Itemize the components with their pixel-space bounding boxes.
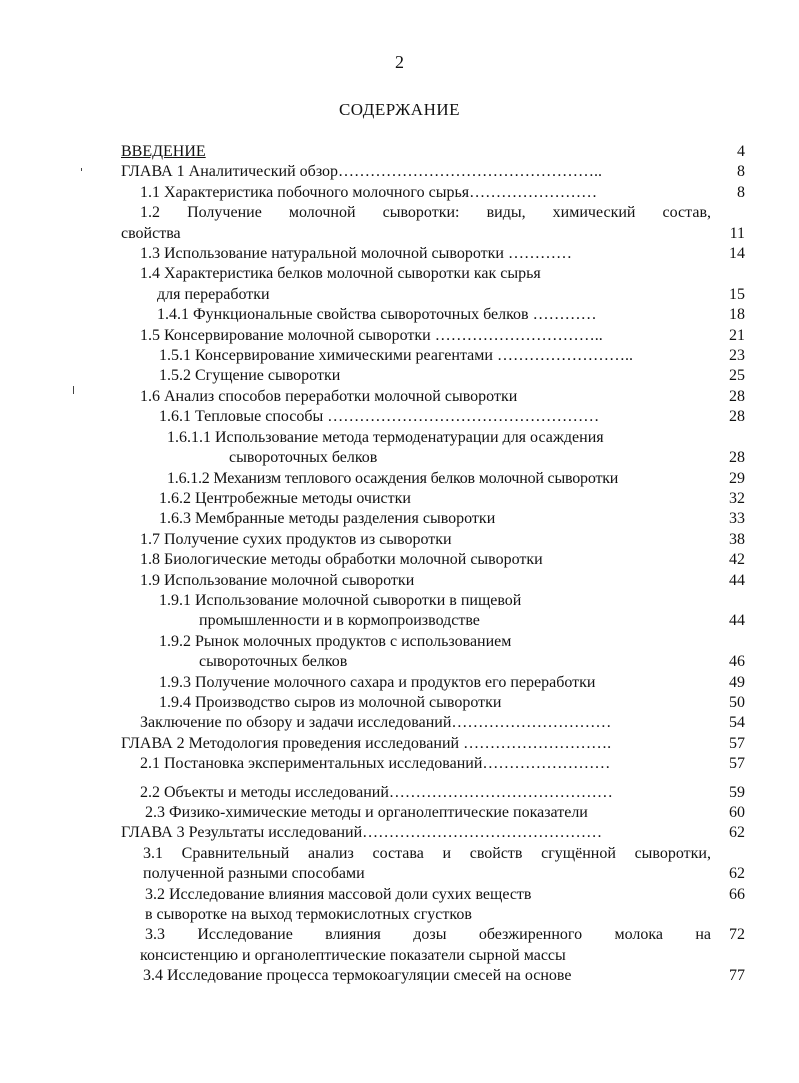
toc-entry-text: 1.6.1.2 Механизм теплового осаждения белков молочной сыворотки <box>167 469 619 487</box>
toc-entry-page: 25 <box>729 367 745 385</box>
toc-entry-page: 44 <box>729 571 745 589</box>
toc-entry-page: 32 <box>729 489 745 507</box>
toc-title: СОДЕРЖАНИЕ <box>338 100 461 119</box>
scan-mark <box>81 168 82 171</box>
toc-entry-text: 1.9 Использование молочной сыворотки <box>140 571 415 589</box>
toc-entry-text: 1.7 Получение сухих продуктов из сыворотки <box>140 530 452 548</box>
toc-entry-text: 2.1 Постановка экспериментальных исследований…………………… <box>140 755 611 773</box>
toc-entry-2-2[interactable] <box>121 783 745 803</box>
table-of-contents <box>121 142 745 987</box>
toc-entry-1-2[interactable] <box>121 203 745 244</box>
toc-entry-page: 23 <box>729 347 745 365</box>
toc-entry-page: 14 <box>729 245 745 263</box>
toc-entry-page: 60 <box>729 804 745 821</box>
toc-entry-text: 1.4 Характеристика белков молочной сыворотки как сырья <box>140 265 541 283</box>
toc-entry-text: 1.5 Консервирование молочной сыворотки ………………………….. <box>140 326 603 344</box>
toc-entry-text-continued: сывороточных белков <box>229 449 378 467</box>
toc-entry-review-conclusion[interactable] <box>121 713 745 733</box>
toc-entry-page: 28 <box>729 408 745 426</box>
toc-entry-text-continued: сывороточных белков <box>199 653 348 671</box>
toc-entry-1-3[interactable] <box>121 244 745 264</box>
toc-entry-chapter-2[interactable] <box>121 734 745 754</box>
toc-entry-text: 3.3 Исследование влияния дозы обезжиренного молока на <box>145 926 711 944</box>
toc-entry-text-continued: промышленности и в кормопроизводстве <box>199 612 480 630</box>
toc-entry-chapter-3[interactable] <box>121 823 745 843</box>
toc-entry-page: 42 <box>729 551 745 569</box>
toc-entry-1-9-2[interactable] <box>121 632 745 673</box>
toc-entry-page: 57 <box>729 734 745 752</box>
toc-entry-1-9[interactable] <box>121 571 745 591</box>
toc-entry-text: ГЛАВА 2 Методология проведения исследований ………………………. <box>121 734 612 752</box>
scan-mark <box>73 386 74 394</box>
toc-entry-1-4[interactable] <box>121 264 745 305</box>
toc-entry-1-6-1-1[interactable] <box>121 428 745 469</box>
toc-entry-text: 2.2 Объекты и методы исследований…………………………………… <box>140 783 613 801</box>
toc-entry-text: ГЛАВА 3 Результаты исследований……………………………………… <box>121 824 603 842</box>
toc-entry-page: 38 <box>729 530 745 548</box>
toc-entry-3-4[interactable] <box>121 966 745 986</box>
toc-entry-page: 44 <box>729 612 745 630</box>
toc-entry-page: 46 <box>729 653 745 671</box>
toc-entry-text: 1.9.3 Получение молочного сахара и продуктов его переработки <box>159 673 596 691</box>
toc-entry-text: ГЛАВА 1 Аналитический обзор………………………………………….. <box>121 163 603 181</box>
toc-entry-1-5-1[interactable] <box>121 346 745 366</box>
toc-entry-3-2[interactable] <box>121 885 745 926</box>
toc-entry-page: 21 <box>729 326 745 344</box>
toc-entry-text: 1.6.2 Центробежные методы очистки <box>159 489 411 507</box>
toc-entry-text: 1.6.3 Мембранные методы разделения сыворотки <box>159 510 496 528</box>
toc-entry-2-1[interactable] <box>121 754 745 774</box>
toc-entry-text: 1.3 Использование натуральной молочной сыворотки ………… <box>140 245 572 263</box>
toc-entry-1-4-1[interactable] <box>121 305 745 325</box>
toc-entry-page: 18 <box>729 306 745 324</box>
toc-entry-1-6-3[interactable] <box>121 509 745 529</box>
toc-entry-page: 8 <box>737 183 745 201</box>
toc-entry-text: 1.6.1.1 Использование метода термоденатурации для осаждения <box>167 428 604 446</box>
toc-entry-text: 1.9.1 Использование молочной сыворотки в пищевой <box>159 591 522 609</box>
toc-entry-text: 3.2 Исследование влияния массовой доли сухих веществ <box>145 885 532 903</box>
toc-entry-page: 8 <box>737 163 745 181</box>
toc-entry-1-7[interactable] <box>121 530 745 550</box>
toc-entry-1-6-1-2[interactable] <box>121 469 745 489</box>
toc-entry-1-6[interactable] <box>121 387 745 407</box>
toc-entry-page: 66 <box>729 885 745 903</box>
toc-entry-page: 62 <box>729 865 745 883</box>
toc-entry-text: 1.6 Анализ способов переработки молочной сыворотки <box>140 387 518 405</box>
toc-entry-page: 50 <box>729 693 745 711</box>
toc-entry-1-9-1[interactable] <box>121 591 745 632</box>
toc-entry-page: 49 <box>729 673 745 691</box>
toc-entry-text: Заключение по обзору и задачи исследований………………………… <box>140 714 612 732</box>
toc-entry-page: 29 <box>729 469 745 487</box>
toc-entry-page: 11 <box>729 224 745 242</box>
toc-entry-text: 1.5.2 Сгущение сыворотки <box>159 367 341 385</box>
toc-entry-1-5[interactable] <box>121 326 745 346</box>
toc-entry-page: 4 <box>737 143 745 160</box>
toc-entry-text-continued: в сыворотке на выход термокислотных сгустков <box>145 906 472 924</box>
toc-entry-1-9-3[interactable] <box>121 673 745 693</box>
page-number: 2 <box>395 52 404 72</box>
toc-entry-page: 72 <box>729 926 745 944</box>
toc-entry-text-continued: консистенцию и органолептические показатели сырной массы <box>140 946 566 964</box>
toc-entry-text: 1.6.1 Тепловые способы …………………………………………… <box>159 408 600 426</box>
toc-entry-text: ВВЕДЕНИЕ <box>121 143 206 160</box>
toc-entry-text: 3.1 Сравнительный анализ состава и свойств сгущённой сыворотки, <box>143 844 711 862</box>
toc-entry-page: 57 <box>729 755 745 773</box>
toc-entry-text: 1.9.2 Рынок молочных продуктов с использованием <box>159 632 512 650</box>
toc-entry-text: 2.3 Физико-химические методы и органолептические показатели <box>145 804 588 821</box>
toc-entry-intro[interactable] <box>121 142 745 162</box>
toc-entry-text-continued: свойства <box>121 224 181 242</box>
toc-entry-page: 33 <box>729 510 745 528</box>
toc-entry-text: 1.1 Характеристика побочного молочного сырья…………………… <box>140 183 598 201</box>
toc-entry-text: 1.5.1 Консервирование химическими реагентами …………………….. <box>159 347 633 365</box>
toc-entry-1-6-2[interactable] <box>121 489 745 509</box>
toc-entry-text: 1.8 Биологические методы обработки молочной сыворотки <box>140 551 543 569</box>
toc-entry-page: 15 <box>729 285 745 303</box>
toc-entry-page: 62 <box>729 824 745 842</box>
toc-entry-text: 3.4 Исследование процесса термокоагуляции смесей на основе <box>143 967 572 985</box>
toc-entry-text: 1.2 Получение молочной сыворотки: виды, химический состав, <box>140 204 711 222</box>
toc-entry-page: 77 <box>729 967 745 985</box>
toc-entry-page: 54 <box>729 714 745 732</box>
toc-entry-text: 1.9.4 Производство сыров из молочной сыворотки <box>159 693 502 711</box>
toc-entry-3-1[interactable] <box>121 844 745 885</box>
toc-entry-3-3[interactable] <box>121 925 745 966</box>
toc-entry-1-9-4[interactable] <box>121 693 745 713</box>
toc-entry-page: 28 <box>729 449 745 467</box>
toc-entry-2-3[interactable] <box>121 803 745 823</box>
toc-entry-page: 28 <box>729 387 745 405</box>
toc-entry-1-5-2[interactable] <box>121 366 745 386</box>
toc-entry-chapter-1[interactable] <box>121 162 745 182</box>
toc-entry-1-6-1[interactable] <box>121 407 745 427</box>
toc-entry-1-8[interactable] <box>121 550 745 570</box>
toc-entry-text: 1.4.1 Функциональные свойства сывороточных белков ………… <box>157 306 597 324</box>
toc-entry-text-continued: для переработки <box>157 285 270 303</box>
toc-entry-page: 59 <box>729 783 745 801</box>
toc-entry-1-1[interactable] <box>121 183 745 203</box>
toc-entry-text-continued: полученной разными способами <box>143 865 365 883</box>
